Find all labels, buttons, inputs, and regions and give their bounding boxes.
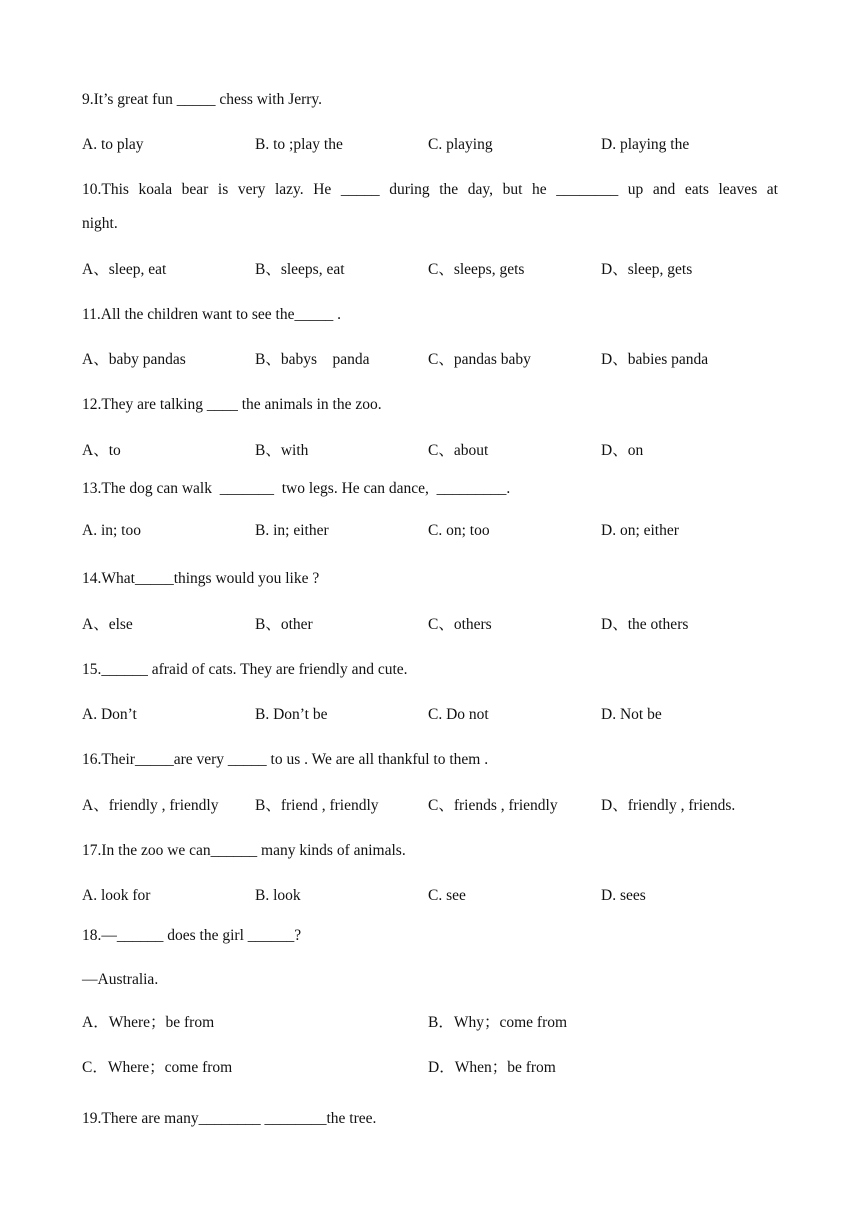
q11-option-b: B、babys panda [255, 351, 370, 368]
q13-option-b: B. in; either [255, 522, 329, 539]
q16-option-a: A、friendly , friendly [82, 797, 219, 814]
q10-option-d: D、sleep, gets [601, 261, 693, 278]
q18-option-a: A．Where；be from [82, 1014, 215, 1031]
q9-option-d: D. playing the [601, 136, 690, 153]
question-13-stem: 13.The dog can walk _______ two legs. He can dance, _________. [82, 480, 511, 497]
q10-option-a: A、sleep, eat [82, 261, 167, 278]
q17-option-a: A. look for [82, 887, 151, 904]
q16-option-b: B、friend , friendly [255, 797, 379, 814]
question-12-stem: 12.They are talking ____ the animals in the zoo. [82, 396, 382, 413]
q14-option-c: C、others [428, 616, 492, 633]
question-9-stem: 9.It’s great fun _____ chess with Jerry. [82, 91, 323, 108]
question-18-answer-line: —Australia. [82, 971, 159, 988]
q13-option-c: C. on; too [428, 522, 490, 539]
q12-option-d: D、on [601, 442, 644, 459]
question-18-stem: 18.—______ does the girl ______? [82, 927, 302, 944]
q11-option-a: A、baby pandas [82, 351, 186, 368]
q13-option-d: D. on; either [601, 522, 679, 539]
q18-option-c: C．Where；come from [82, 1059, 233, 1076]
question-10-stem-line1: 10.This koala bear is very lazy. He _____ during the day, but he ________ up and eats leaves at [82, 181, 778, 198]
question-19-stem: 19.There are many________ ________the tree. [82, 1110, 377, 1127]
q11-option-c: C、pandas baby [428, 351, 531, 368]
question-15-stem: 15.______ afraid of cats. They are friendly and cute. [82, 661, 408, 678]
q12-option-b: B、with [255, 442, 309, 459]
question-16-stem: 16.Their_____are very _____ to us . We are all thankful to them . [82, 751, 489, 768]
q14-option-d: D、the others [601, 616, 689, 633]
q15-option-d: D. Not be [601, 706, 662, 723]
q15-option-b: B. Don’t be [255, 706, 328, 723]
q17-option-c: C. see [428, 887, 466, 904]
q15-option-a: A. Don’t [82, 706, 137, 723]
q10-option-c: C、sleeps, gets [428, 261, 525, 278]
q16-option-d: D、friendly , friends. [601, 797, 736, 814]
q17-option-d: D. sees [601, 887, 646, 904]
q13-option-a: A. in; too [82, 522, 141, 539]
q9-option-c: C. playing [428, 136, 493, 153]
q9-option-b: B. to ;play the [255, 136, 343, 153]
q12-option-a: A、to [82, 442, 121, 459]
q14-option-b: B、other [255, 616, 313, 633]
q17-option-b: B. look [255, 887, 301, 904]
q10-option-b: B、sleeps, eat [255, 261, 345, 278]
q12-option-c: C、about [428, 442, 489, 459]
q15-option-c: C. Do not [428, 706, 489, 723]
q14-option-a: A、else [82, 616, 133, 633]
q18-option-d: D．When；be from [428, 1059, 556, 1076]
q18-option-b: B．Why；come from [428, 1014, 568, 1031]
q9-option-a: A. to play [82, 136, 144, 153]
question-17-stem: 17.In the zoo we can______ many kinds of animals. [82, 842, 406, 859]
question-14-stem: 14.What_____things would you like ? [82, 570, 320, 587]
question-11-stem: 11.All the children want to see the_____ . [82, 306, 341, 323]
question-10-stem-line2: night. [82, 215, 118, 232]
q16-option-c: C、friends , friendly [428, 797, 558, 814]
q11-option-d: D、babies panda [601, 351, 709, 368]
